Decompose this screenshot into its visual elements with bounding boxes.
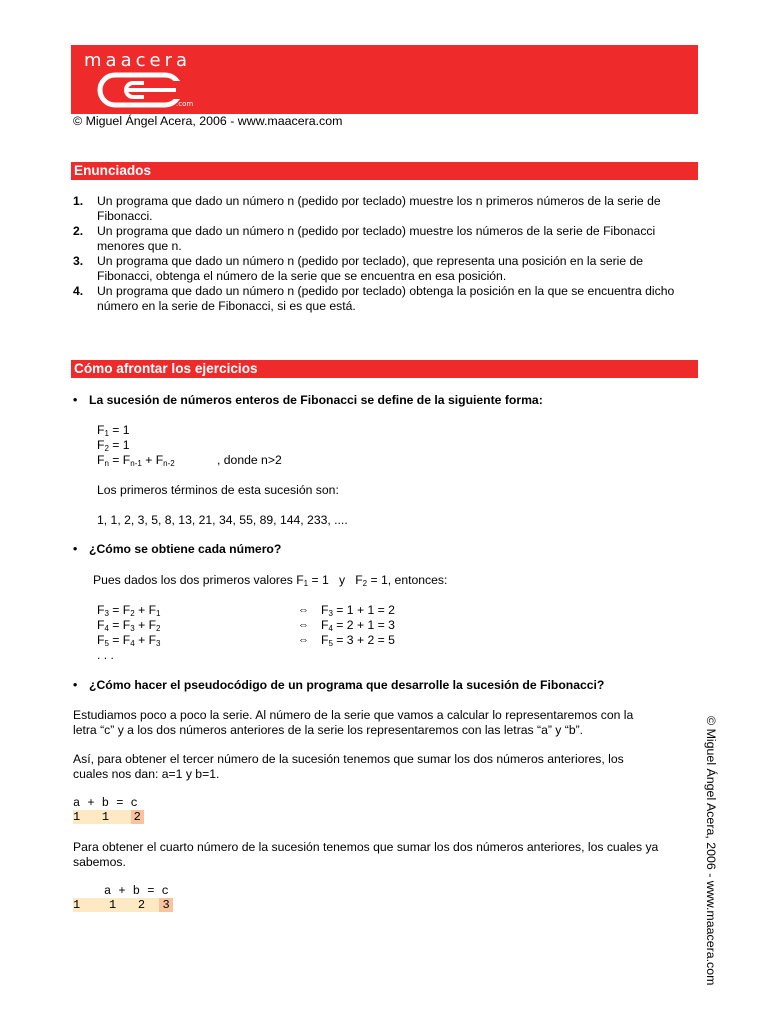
- formula-row-right: $F_3 = 1 + 1 = 2$: [321, 603, 395, 618]
- equivalence-arrow-icon: ⇔: [298, 634, 309, 646]
- equivalence-arrow-icon: ⇔: [298, 604, 309, 616]
- copyright: © Miguel Ángel Acera, 2006 - www.maacera.com: [73, 114, 343, 128]
- code-header: a + b = c: [73, 796, 138, 810]
- paragraph-line: sabemos.: [73, 855, 126, 869]
- exercise-list: [73, 194, 698, 314]
- paragraph-line: letra “c” y a los dos números anteriores de la serie los representaremos con las letras “a” y “b”.: [73, 723, 584, 737]
- formula-row-left: $F_5 = F_4 + F_3$: [97, 633, 161, 648]
- formula-row-left: $F_4 = F_3 + F_2$: [97, 618, 161, 633]
- paragraph-line: Estudiamos poco a poco la serie. Al número de la serie que vamos a calcular lo representaremos con la: [73, 708, 634, 722]
- code-header: a + b = c: [104, 884, 169, 898]
- definition-fn: $F_n = F_{n-1} + F_{n-2}$: [97, 453, 175, 468]
- section-title-enunciados: Enunciados: [71, 162, 698, 180]
- code-values: 1 1 2: [73, 810, 144, 824]
- svg-text:.com: .com: [176, 100, 194, 108]
- first-terms-label: Los primeros términos de esta sucesión son:: [97, 483, 339, 497]
- section-title-como-afrontar: Cómo afrontar los ejercicios: [71, 360, 698, 378]
- definition-f2: $F_2 = 1$: [97, 438, 130, 453]
- bullet-pseudocode: • ¿Cómo hacer el pseudocódigo de un programa que desarrolle la sucesión de Fibonacci?: [73, 678, 605, 692]
- formula-row-right: $F_5 = 3 + 2 = 5$: [321, 633, 395, 648]
- ellipsis: . . .: [97, 648, 114, 662]
- list-item: 3. Un programa que dado un número n (pedido por teclado), que representa una posición en la serie de Fibonacci, obtenga el número de la serie que se encuentra en esa posición.: [73, 254, 644, 283]
- formula-row-left: $F_3 = F_2 + F_1$: [97, 603, 161, 618]
- list-item: 4. Un programa que dado un número n (pedido por teclado) obtenga la posición en la que se encuentra dicho número en la serie de Fibonacci, si es que está.: [73, 284, 675, 313]
- list-item: 2. Un programa que dado un número n (pedido por teclado) muestre los números de la serie de Fibonacci menores que n.: [73, 224, 656, 253]
- maacera-logo: [84, 48, 234, 112]
- equivalence-arrow-icon: ⇔: [298, 619, 309, 631]
- given-values: Pues dados los dos primeros valores $F_1 = 1$ y $F_2 = 1$, entonces:: [93, 573, 448, 588]
- first-terms: 1, 1, 2, 3, 5, 8, 13, 21, 34, 55, 89, 144, 233, ....: [97, 513, 348, 527]
- definition-f1: $F_1 = 1$: [97, 423, 130, 438]
- paragraph-line: cuales nos dan: a=1 y b=1.: [73, 767, 220, 781]
- list-item: 1. Un programa que dado un número n (pedido por teclado) muestre los n primeros números de la serie de Fibonacci.: [73, 194, 661, 223]
- bullet-definition: • La sucesión de números enteros de Fibonacci se define de la siguiente forma:: [73, 393, 543, 407]
- paragraph-line: Para obtener el cuarto número de la sucesión tenemos que sumar los dos números anteriores, los cuales ya: [73, 840, 659, 854]
- side-copyright: © Miguel Ángel Acera, 2006 - www.maacera.com: [704, 716, 718, 986]
- svg-text:maacera: maacera: [84, 50, 191, 71]
- paragraph-line: Así, para obtener el tercer número de la sucesión tenemos que sumar los dos números anteriores, los: [73, 752, 624, 766]
- code-values: 1 1 2 3: [73, 898, 173, 912]
- formula-row-right: $F_4 = 2 + 1 = 3$: [321, 618, 395, 633]
- bullet-how-obtained: • ¿Cómo se obtiene cada número?: [73, 542, 282, 556]
- definition-condition: , donde n>2: [217, 453, 282, 467]
